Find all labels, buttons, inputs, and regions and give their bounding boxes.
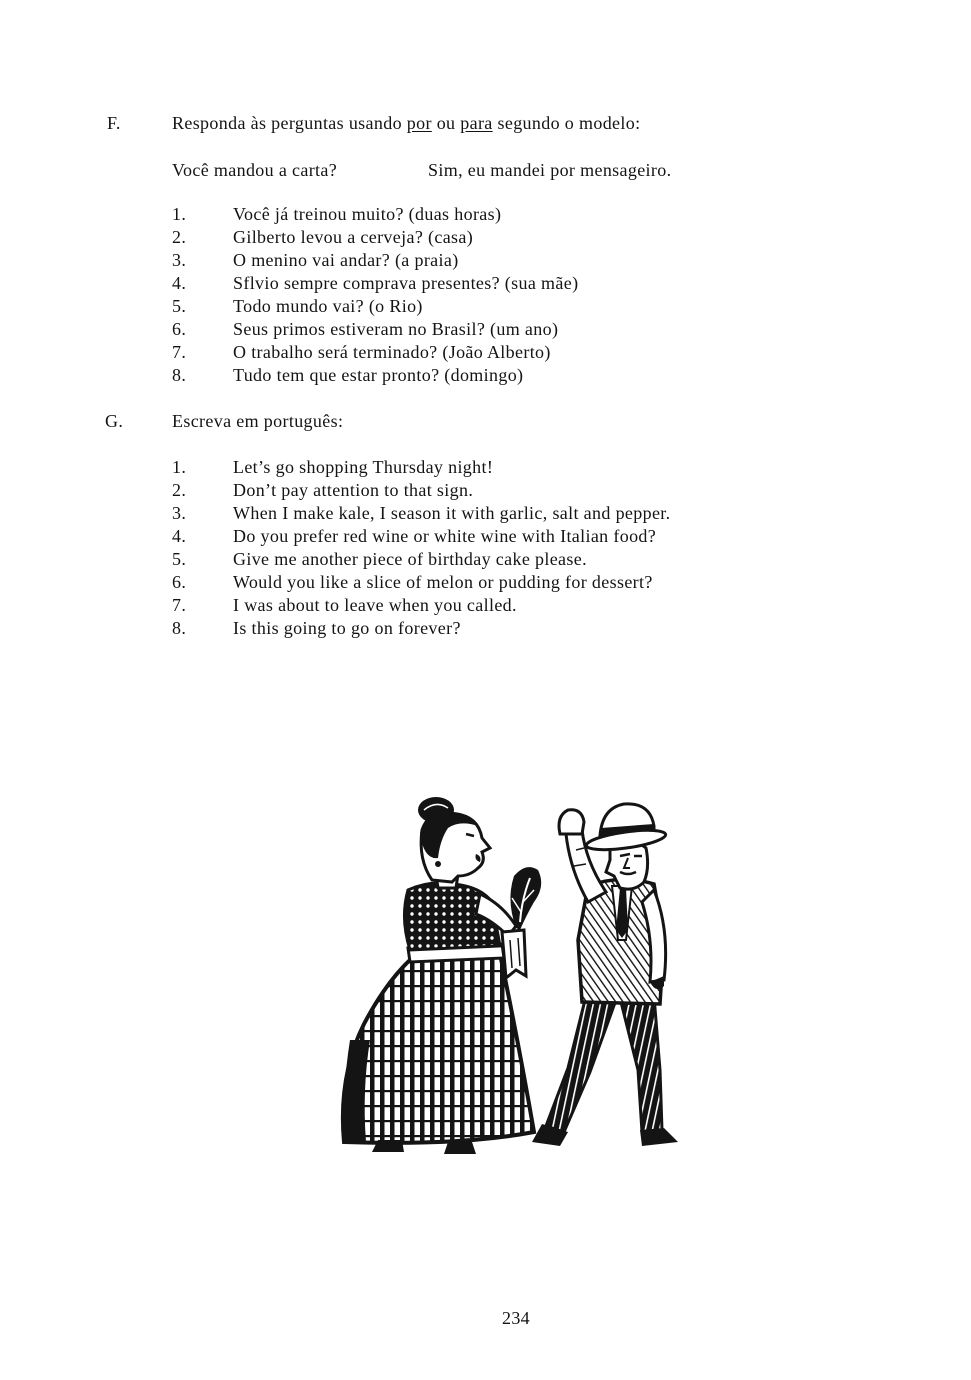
item-number: 8.	[172, 618, 187, 638]
instruction-before: Responda às perguntas usando	[172, 113, 402, 133]
item-text: Would you like a slice of melon or pudding for dessert?	[233, 572, 653, 592]
exercise-item	[0, 456, 971, 478]
item-number: 4.	[172, 273, 187, 293]
model-example	[0, 159, 971, 181]
item-text: O trabalho será terminado? (João Alberto)	[233, 342, 551, 362]
woman-handkerchief	[502, 930, 526, 978]
item-text: When I make kale, I season it with garlic, salt and pepper.	[233, 503, 671, 523]
man-leg-right	[620, 996, 662, 1132]
item-number: 7.	[172, 342, 187, 362]
item-number: 4.	[172, 526, 187, 546]
exercise-item	[0, 341, 971, 363]
item-text: Gilberto levou a cerveja? (casa)	[233, 227, 474, 247]
exercise-item	[0, 571, 971, 593]
man-shoe	[640, 1128, 678, 1146]
item-text: Você já treinou muito? (duas horas)	[233, 204, 502, 224]
item-number: 1.	[172, 204, 187, 224]
exercise-item	[0, 318, 971, 340]
model-answer: Sim, eu mandei por mensageiro.	[428, 160, 672, 180]
exercise-item	[0, 479, 971, 501]
item-number: 7.	[172, 595, 187, 615]
exercise-item	[0, 594, 971, 616]
exercise-item	[0, 295, 971, 317]
woodcut-dancing-couple-icon	[320, 790, 680, 1170]
exercise-item	[0, 548, 971, 570]
instruction-word-por: por	[406, 113, 432, 133]
exercise-item	[0, 617, 971, 639]
woman-skirt	[343, 954, 534, 1143]
exercise-item	[0, 249, 971, 271]
exercise-item	[0, 226, 971, 248]
woman-figure	[343, 797, 541, 1154]
exercise-item	[0, 502, 971, 524]
man-fist	[559, 810, 584, 834]
section-f-heading	[0, 112, 971, 134]
item-number: 6.	[172, 572, 187, 592]
item-number: 8.	[172, 365, 187, 385]
item-text: Sflvio sempre comprava presentes? (sua mãe)	[233, 273, 579, 293]
item-number: 3.	[172, 250, 187, 270]
man-hat-brim	[585, 827, 666, 854]
item-text: Tudo tem que estar pronto? (domingo)	[233, 365, 524, 385]
section-g-label: G.	[105, 411, 124, 431]
woman-hair-bun	[418, 797, 454, 823]
item-text: Don’t pay attention to that sign.	[233, 480, 474, 500]
exercise-item	[0, 203, 971, 225]
item-number: 6.	[172, 319, 187, 339]
item-text: Seus primos estiveram no Brasil? (um ano)	[233, 319, 559, 339]
instruction-word-para: para	[460, 113, 493, 133]
model-question: Você mandou a carta?	[172, 160, 338, 180]
item-number: 2.	[172, 227, 187, 247]
item-number: 3.	[172, 503, 187, 523]
page-number: 234	[501, 1308, 531, 1328]
item-text: I was about to leave when you called.	[233, 595, 517, 615]
item-text: Let’s go shopping Thursday night!	[233, 457, 494, 477]
item-text: Give me another piece of birthday cake please.	[233, 549, 587, 569]
exercise-item	[0, 272, 971, 294]
woman-foot	[444, 1142, 476, 1154]
item-text: Is this going to go on forever?	[233, 618, 461, 638]
item-text: O menino vai andar? (a praia)	[233, 250, 459, 270]
item-text: Todo mundo vai? (o Rio)	[233, 296, 423, 316]
section-g-heading	[0, 410, 971, 432]
instruction-after: segundo o modelo:	[497, 113, 641, 133]
section-f-label: F.	[107, 113, 121, 133]
section-g-instruction: Escreva em português:	[172, 411, 344, 431]
instruction-middle: ou	[436, 113, 456, 133]
item-number: 1.	[172, 457, 187, 477]
man-figure	[532, 804, 678, 1146]
item-number: 5.	[172, 549, 187, 569]
man-leg-left	[546, 996, 616, 1132]
exercise-item	[0, 525, 971, 547]
item-number: 5.	[172, 296, 187, 316]
item-text: Do you prefer red wine or white wine with Italian food?	[233, 526, 657, 546]
exercise-item	[0, 364, 971, 386]
woman-earring	[435, 861, 441, 867]
item-number: 2.	[172, 480, 187, 500]
section-f-instruction	[172, 112, 640, 134]
